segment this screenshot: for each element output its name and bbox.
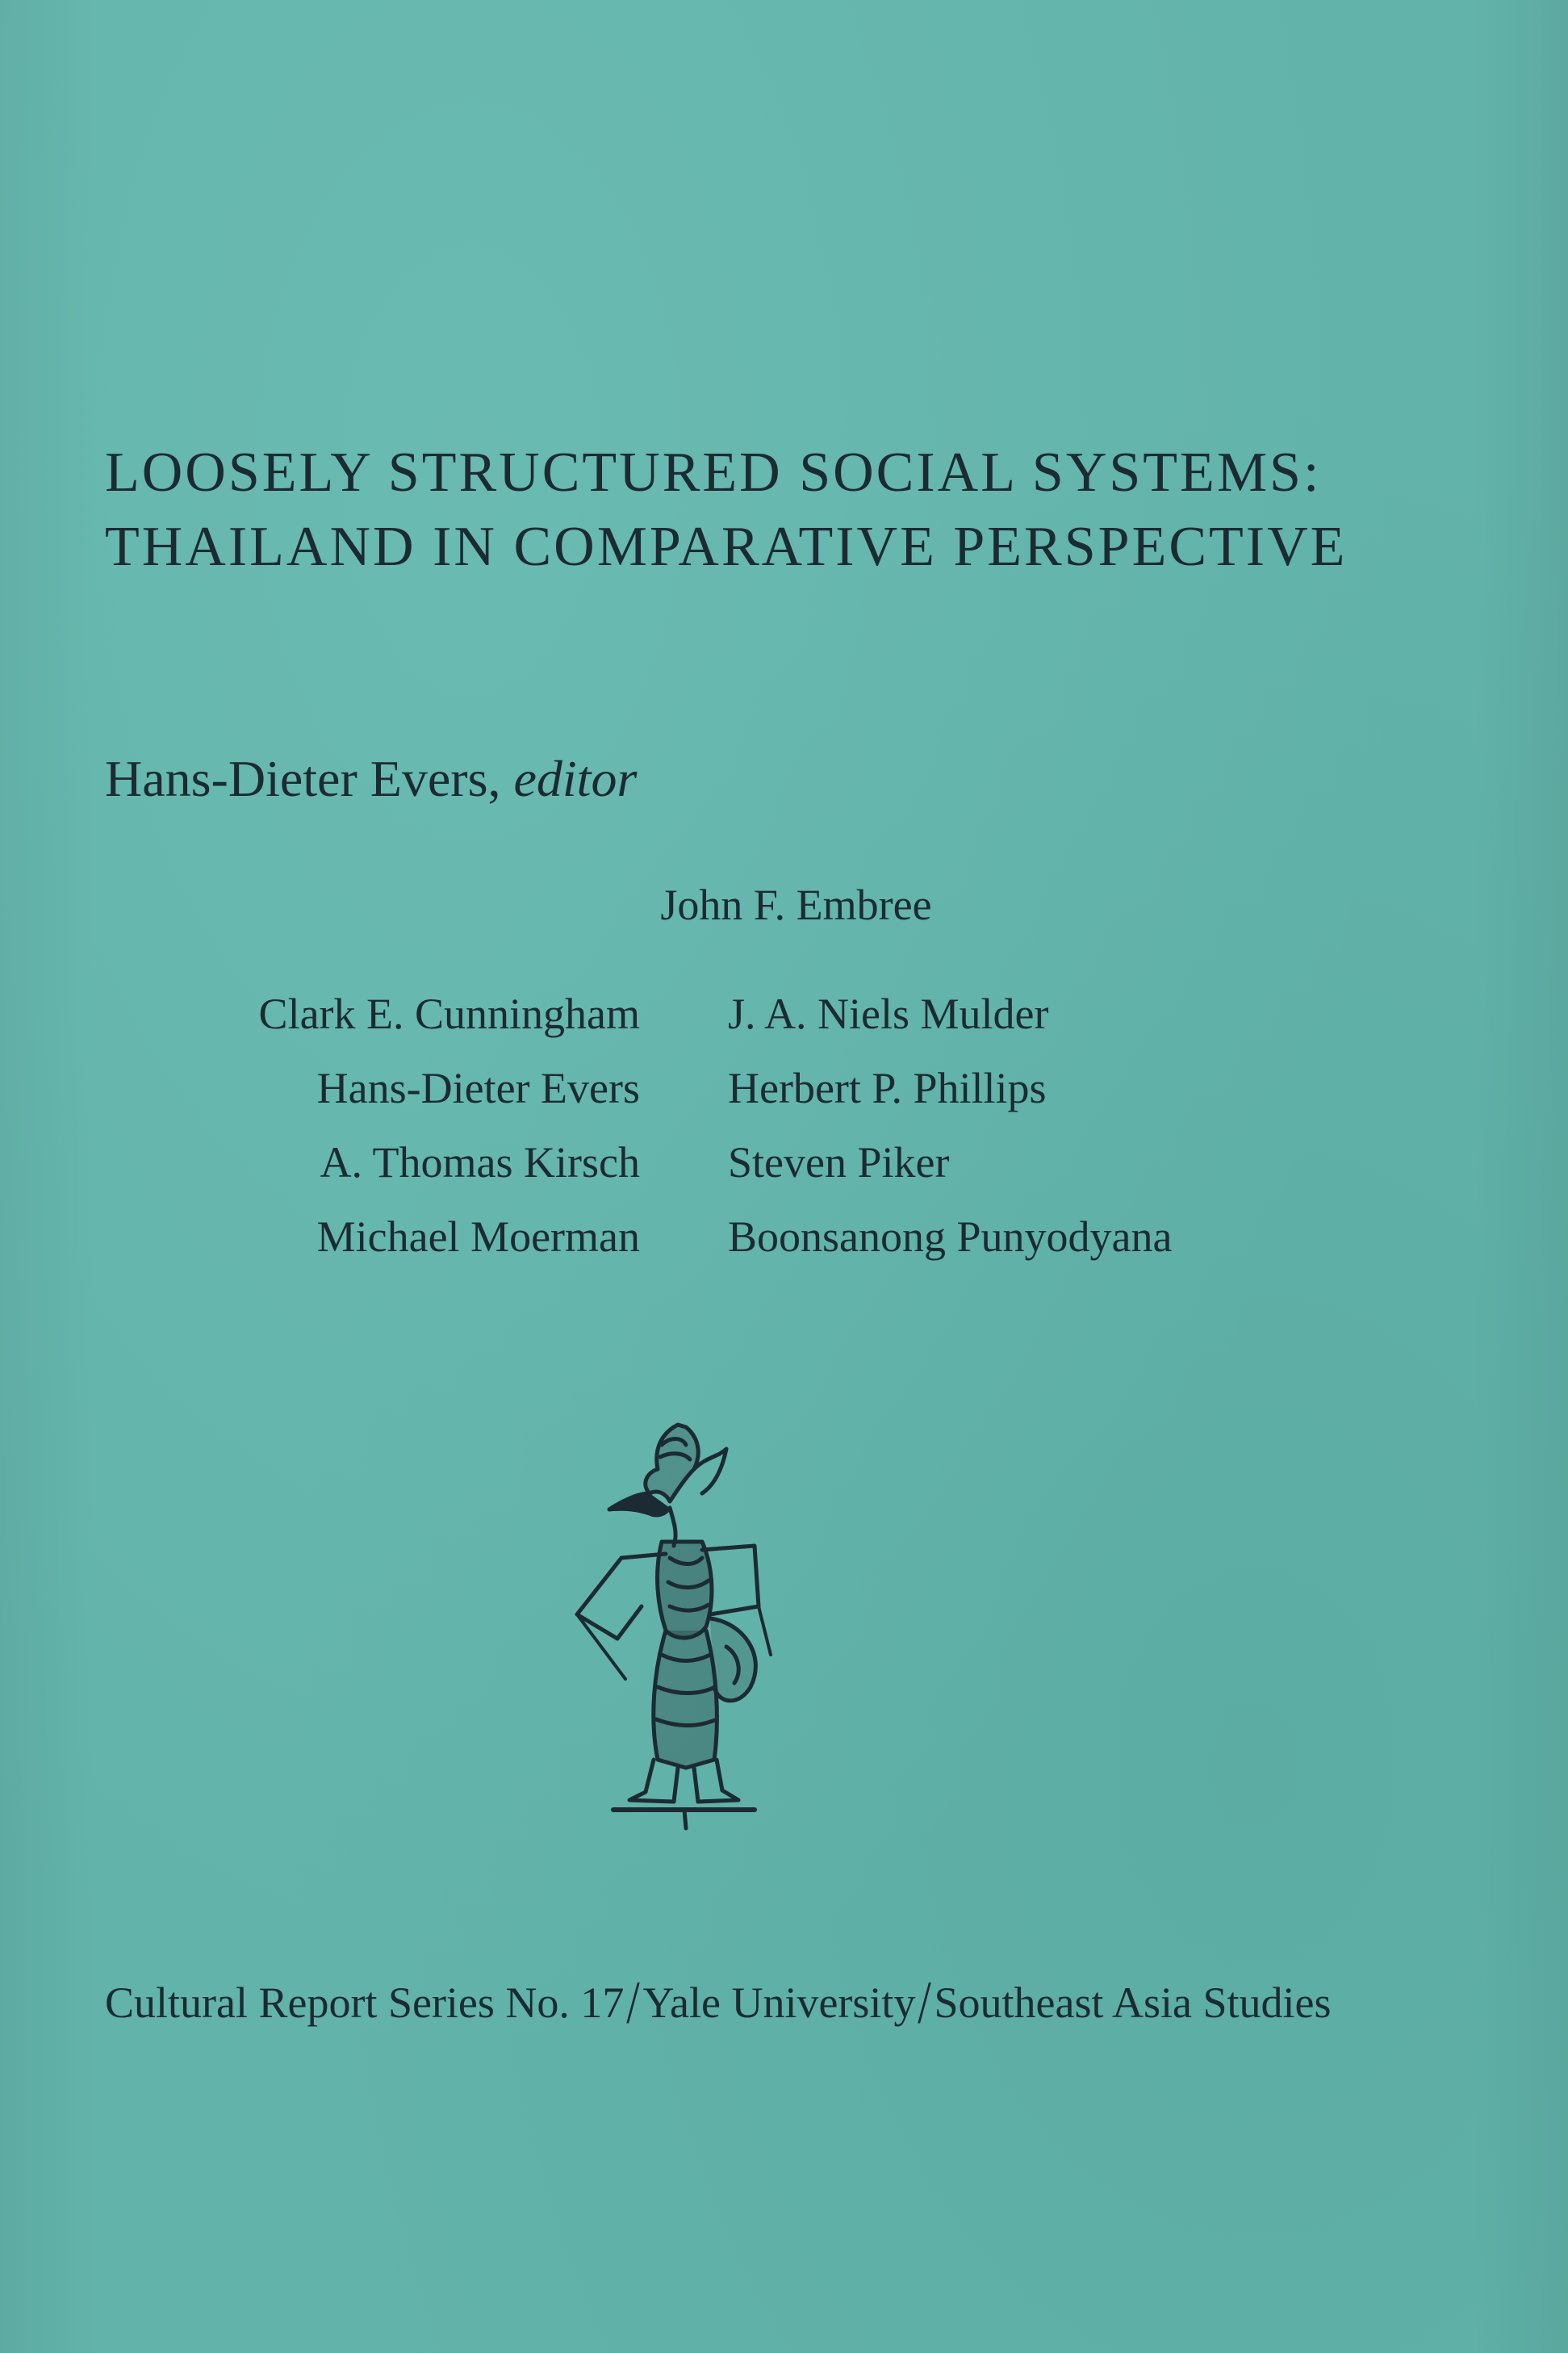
wayang-puppet-icon [565,1413,807,1832]
contributor: Steven Piker [728,1138,950,1187]
title-line-1: LOOSELY STRUCTURED SOCIAL SYSTEMS: [105,442,1322,504]
contributor: Hans-Dieter Evers [316,1064,640,1112]
contributor: Clark E. Cunningham [258,990,640,1038]
contributors-left-column [259,977,640,1274]
contributors-right-column [728,977,1172,1274]
editor-role: editor [513,750,638,807]
contributor: Herbert P. Phillips [728,1064,1047,1112]
publisher-name: Yale University [642,1978,916,2027]
separator: / [626,1969,641,2037]
editor-name: Hans-Dieter Evers, [105,750,501,807]
separator: / [918,1969,932,2037]
lead-contributor: John F. Embree [660,881,932,929]
series-line [105,1969,1332,2037]
contributor: A. Thomas Kirsch [320,1138,640,1187]
series-name: Cultural Report Series No. 17 [105,1978,625,2027]
contributor: Boonsanong Punyodyana [728,1212,1173,1261]
title-line-2: THAILAND IN COMPARATIVE PERSPECTIVE [105,516,1348,578]
program-name: Southeast Asia Studies [934,1978,1332,2027]
editor-credit [105,749,637,809]
contributor: Michael Moerman [316,1212,640,1261]
book-title [105,436,1347,584]
contributor: J. A. Niels Mulder [728,990,1049,1038]
